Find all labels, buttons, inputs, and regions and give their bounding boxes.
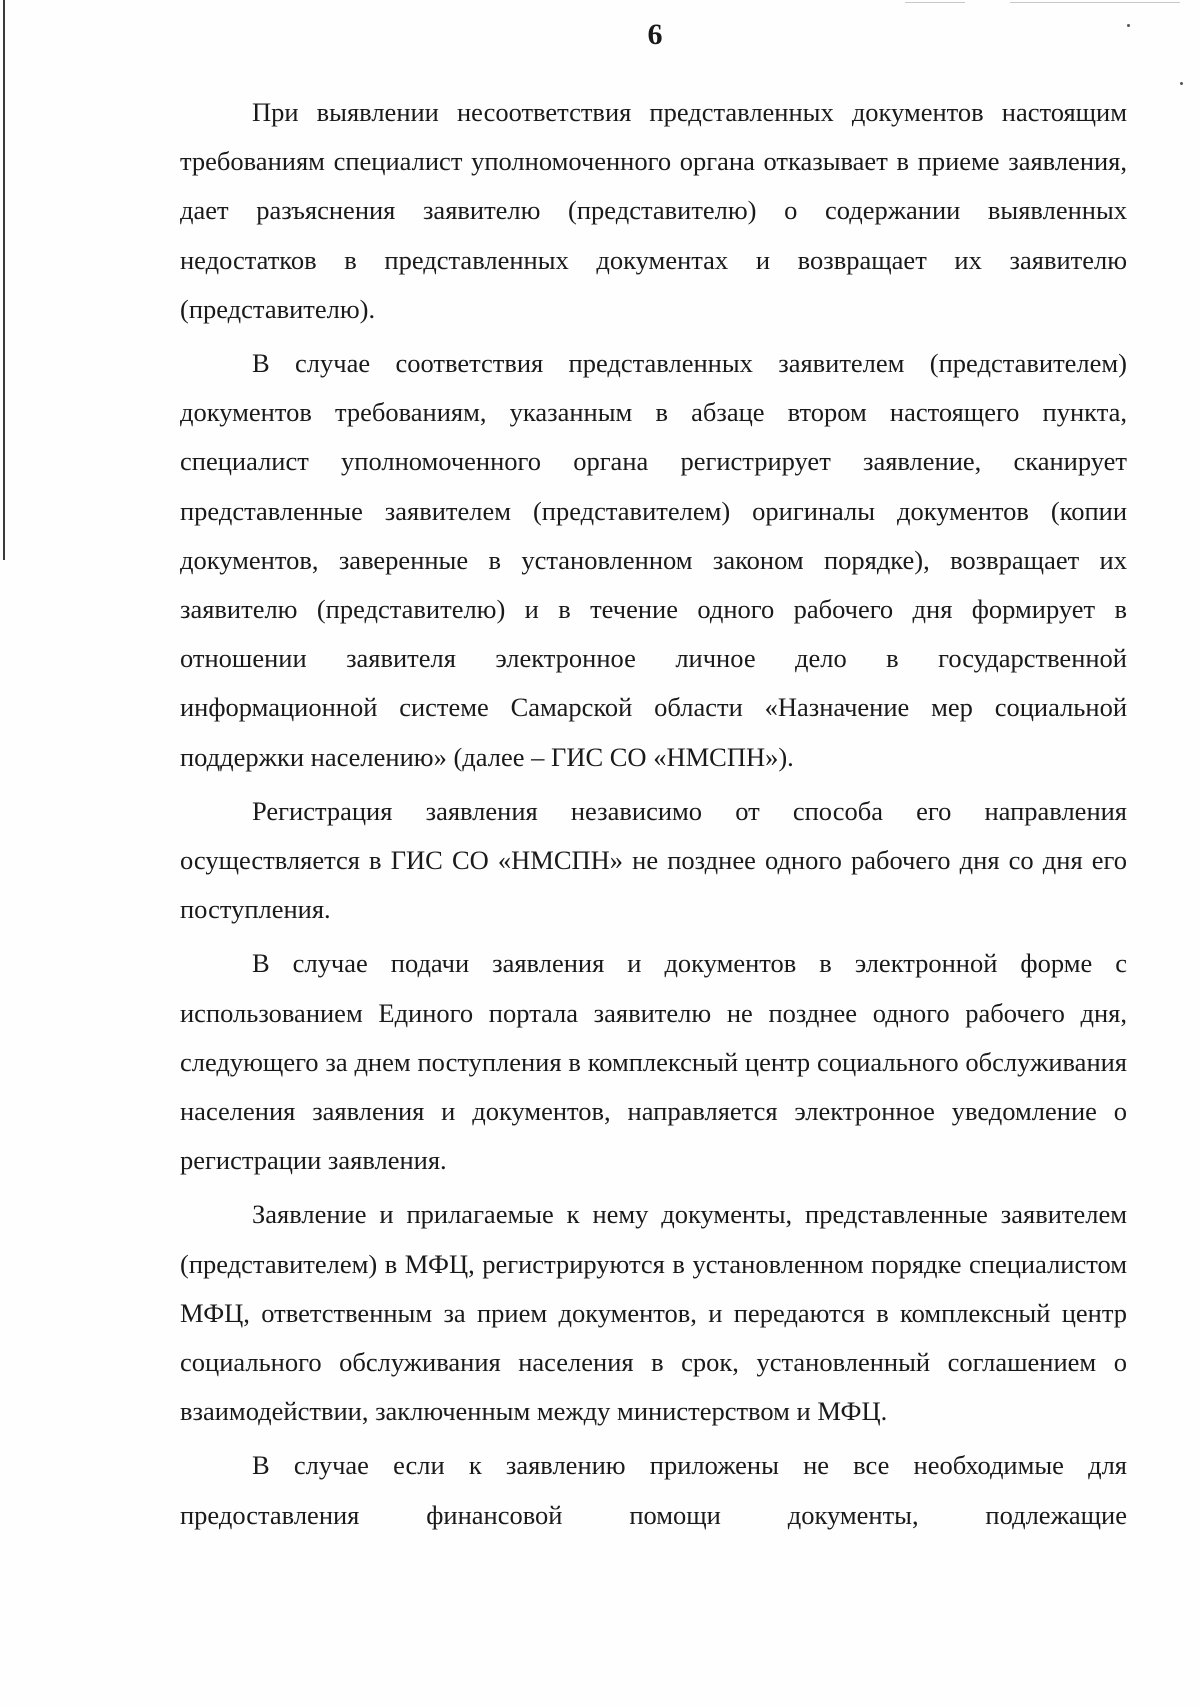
- document-body: [180, 88, 1127, 1545]
- page-number: 6: [647, 18, 663, 51]
- paragraph: Заявление и прилагаемые к нему документы, представленные заявителем (представителем) в МФЦ, регистрируются в установленном порядке специалистом МФЦ, ответственным за прием документов, и передаются в комплексный центр социального обслуживания населения в срок, установленный соглашением о взаимодействии, заключенным между министерством и МФЦ.: [180, 1199, 1127, 1427]
- scan-artifact: [1010, 2, 1180, 3]
- scan-speck: [1180, 82, 1183, 85]
- paragraph: В случае подачи заявления и документов в электронной форме с использованием Единого портала заявителю не позднее одного рабочего дня, следующего за днем поступления в комплексный центр социального обслуживания населения заявления и документов, направляется электронное уведомление о регистрации заявления.: [180, 948, 1127, 1176]
- scan-artifact: [905, 2, 965, 3]
- paragraph: В случае соответствия представленных заявителем (представителем) документов требованиям, указанным в абзаце втором настоящего пункта, специалист уполномоченного органа регистрирует заявление, сканирует представленные заявителем (представителем) оригиналы документов (копии документов, заверенные в установленном законом порядке), возвращает их заявителю (представителю) и в течение одного рабочего дня формирует в отношении заявителя электронное личное дело в государственной информационной системе Самарской области «Назначение мер социальной поддержки населению» (далее – ГИС СО «НМСПН»).: [180, 348, 1127, 772]
- paragraph: В случае если к заявлению приложены не все необходимые для предоставления финансовой помощи документы, подлежащие: [180, 1450, 1127, 1530]
- scan-edge-line: [3, 0, 5, 560]
- paragraph: При выявлении несоответствия представленных документов настоящим требованиям специалист уполномоченного органа отказывает в приеме заявления, дает разъяснения заявителю (представителю) о содержании выявленных недостатков в представленных документах и возвращает их заявителю (представителю).: [180, 97, 1127, 324]
- paragraph: Регистрация заявления независимо от способа его направления осуществляется в ГИС СО «НМСПН» не позднее одного рабочего дня со дня его поступления.: [180, 795, 1127, 925]
